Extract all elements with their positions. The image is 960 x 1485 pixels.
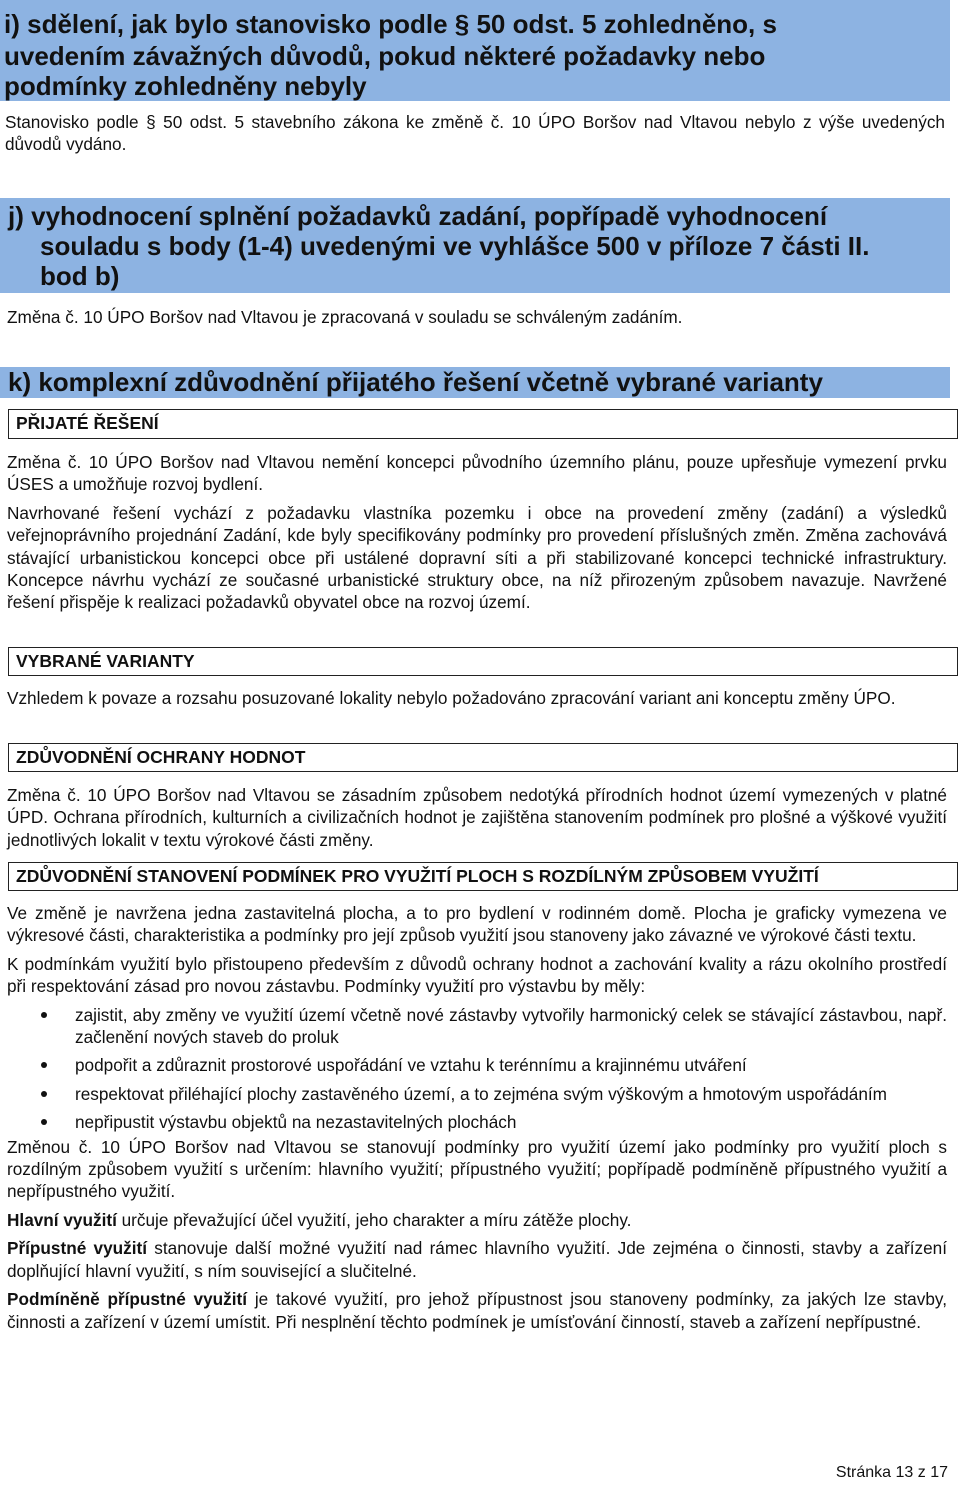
- section-j-heading-line2: souladu s body (1-4) uvedenými ve vyhlášce 500 v příloze 7 části II.: [40, 231, 870, 261]
- list-item: nepřipustit výstavbu objektů na nezastavitelných plochách: [7, 1111, 947, 1133]
- section-j-heading: [0, 198, 950, 293]
- list-item: zajistit, aby změny ve využití území včetně nové zástavby vytvořily harmonický celek se stávající zástavbou, např. začlenění nových staveb do proluk: [7, 1004, 947, 1049]
- prijate-reseni-title: PŘIJATÉ ŘEŠENÍ: [8, 409, 958, 439]
- hlavni-vyuziti: Hlavní využití určuje převažující účel využití, jeho charakter a míru zátěže plochy.: [7, 1209, 632, 1230]
- section-i-text: Stanovisko podle § 50 odst. 5 stavebního zákona ke změně č. 10 ÚPO Boršov nad Vltavou nebylo z výše uvedených důvodů vydáno.: [5, 112, 945, 155]
- stanoveni-podminek-title: ZDŮVODNĚNÍ STANOVENÍ PODMÍNEK PRO VYUŽITÍ PLOCH S ROZDÍLNÝM ZPŮSOBEM VYUŽITÍ: [8, 862, 958, 891]
- ochrana-hodnot-title: ZDŮVODNĚNÍ OCHRANY HODNOT: [8, 743, 958, 772]
- ochrana-hodnot-text: Změna č. 10 ÚPO Boršov nad Vltavou se zásadním způsobem nedotýká přírodních hodnot území vymezených v platné ÚPD. Ochrana přírodních, kulturních a civilizačních hodnot je zajištěna stanovením podmínek pro plošné a výškové využití jednotlivých lokalit v textu výrokové části změny.: [7, 785, 947, 850]
- section-i-heading: [0, 0, 950, 101]
- vybrane-varianty-title: VYBRANÉ VARIANTY: [8, 647, 958, 676]
- list-item: respektovat přiléhající plochy zastavěného území, a to zejména svým výškovým a hmotovým uspořádáním: [7, 1083, 947, 1105]
- section-k-heading: [0, 367, 950, 398]
- vybrane-varianty-text: Vzhledem k povaze a rozsahu posuzované lokality nebylo požadováno zpracování variant ani konceptu změny ÚPO.: [7, 688, 896, 708]
- pripustne-vyuziti: Přípustné využití stanovuje další možné využití nad rámec hlavního využití. Jde zejména o činnosti, stavby a zařízení doplňující hlavní využití, s ním související a slučitelné.: [7, 1238, 947, 1281]
- section-j-text: Změna č. 10 ÚPO Boršov nad Vltavou je zpracovaná v souladu se schváleným zadáním.: [7, 307, 683, 327]
- section-j-heading-line3: bod b): [40, 261, 120, 291]
- page-number: Stránka 13 z 17: [835, 1464, 948, 1481]
- section-i-heading-line2: uvedením závažných důvodů, pokud některé požadavky nebo: [4, 41, 766, 71]
- section-j-heading-line1: j) vyhodnocení splnění požadavků zadání, popřípadě vyhodnocení: [8, 201, 828, 231]
- section-i-heading-line3: podmínky zohledněny nebyly: [4, 71, 367, 101]
- list-item: podpořit a zdůraznit prostorové uspořádání ve vztahu k terénnímu a krajinnému utváření: [7, 1054, 947, 1076]
- section-k-heading-text: k) komplexní zdůvodnění přijatého řešení včetně vybrané varianty: [8, 367, 823, 397]
- stanoveni-podminek-text: Ve změně je navržena jedna zastavitelná plocha, a to pro bydlení v rodinném domě. Plocha je graficky vymezena ve výkresové části, charakteristika a podmínky pro její způsob využití jsou stanoveny jako závazné ve výrokové části textu. K podmínkám využití bylo přistoupeno především z důvodů ochrany hodnot a zachování kvality a rázu okolního prostředí při respektování zásad pro novou zástavbu. Podmínky využití pro výstavbu by měly: zajistit, aby změny ve využití území včetně nové zástavby vytvořily harmonický celek se stávající zástavbou, např. začlenění nových staveb do proluk podpořit a zdůraznit prostorové uspořádání ve vztahu k terénnímu a krajinnému utváření respektovat přiléhající plochy zastavěného území, a to zejména svým výškovým a hmotovým uspořádáním nepřipustit výstavbu objektů na nezastavitelných plochách Změnou č. 10 ÚPO Boršov nad Vltavou se stanovují podmínky pro využití území jako podmínky pro využití ploch s rozdílným způsobem využití s určením: hlavního využití; přípustného využití; popřípadě podmíněně přípustného využití a nepřípustného využití. Hlavní využití určuje převažující účel využití, jeho charakter a míru zátěže plochy. Přípustné využití stanovuje další možné využití nad rámec hlavního využití. Jde zejména o činnosti, stavby a zařízení doplňující hlavní využití, s ním související a slučitelné. Podmíněně přípustné využití je takové využití, pro jehož přípustnost jsou stanoveny podmínky, za jakých lze stavby, činnosti a zařízení v území umístit. Při nesplnění těchto podmínek je umísťování činností, staveb a zařízení nepřípustné.: [7, 903, 947, 1332]
- podminene-vyuziti: Podmíněně přípustné využití je takové využití, pro jehož přípustnost jsou stanoveny podmínky, za jakých lze stavby, činnosti a zařízení v území umístit. Při nesplnění těchto podmínek je umísťování činností, staveb a zařízení nepřípustné.: [7, 1289, 947, 1332]
- conditions-list: [7, 1004, 947, 1134]
- section-i-heading-line1: i) sdělení, jak bylo stanovisko podle § 50 odst. 5 zohledněno, s: [4, 9, 777, 39]
- prijate-reseni-text: Změna č. 10 ÚPO Boršov nad Vltavou nemění koncepci původního územního plánu, pouze upřesňuje vymezení prvku ÚSES a umožňuje rozvoj bydlení. Navrhované řešení vychází z požadavku vlastníka pozemku i obce na provedení změny (zadání) a výsledků veřejnoprávního projednání Zadání, kde byly specifikovány podmínky pro provedení příslušných změn. Změna zachovává stávající urbanistickou koncepci obce při ustálené dopravní síti a při stabilizované koncepci technické infrastruktury. Koncepce návrhu vychází ze současné urbanistické struktury obce, na níž přirozeným způsobem navazuje. Navržené řešení přispěje k realizaci požadavků obyvatel obce na rozvoj území.: [7, 452, 947, 613]
